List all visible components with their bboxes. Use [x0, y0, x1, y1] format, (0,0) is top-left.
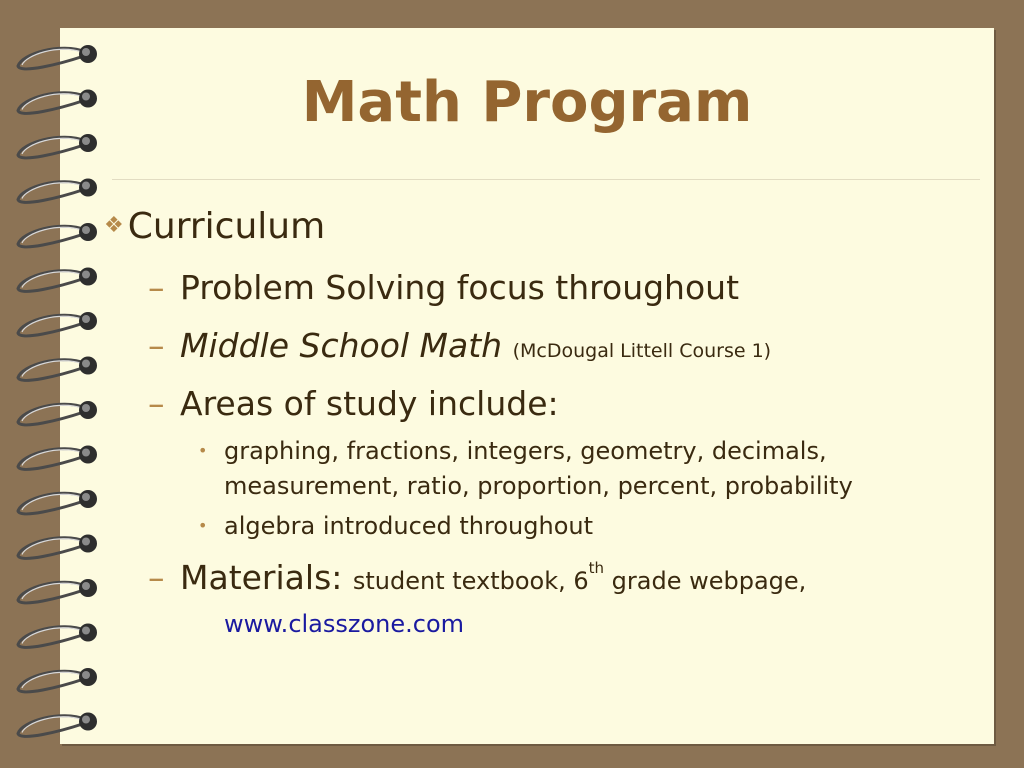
binding-ring	[18, 446, 97, 470]
binding-ring	[18, 179, 97, 203]
slide-title: Math Program	[301, 70, 753, 135]
classzone-link[interactable]: www.classzone.com	[224, 610, 465, 638]
sub-item-topics	[198, 434, 924, 504]
middle-school-note: (McDougal Littell Course 1)	[512, 340, 772, 362]
item-middle-school	[148, 326, 771, 365]
materials-label: Materials:	[180, 558, 343, 597]
dash-marker: –	[148, 384, 165, 423]
item-materials	[148, 558, 806, 597]
item-problem-solving	[148, 268, 739, 307]
problem-solving-text: Problem Solving focus throughout	[180, 268, 740, 307]
binding-ring	[18, 490, 97, 514]
binding-ring	[18, 134, 97, 158]
binding-ring	[18, 268, 97, 292]
binding-ring	[18, 401, 97, 425]
materials-sup: th	[588, 559, 605, 577]
dash-marker: –	[148, 558, 165, 597]
binding-ring	[18, 668, 97, 692]
binding-ring	[18, 45, 97, 69]
item-areas	[148, 384, 559, 423]
dash-marker: –	[148, 268, 165, 307]
dot-marker: •	[198, 441, 208, 460]
binding-ring	[18, 624, 97, 648]
areas-text: Areas of study include:	[180, 384, 559, 423]
diamond-cluster-icon: ❖	[104, 213, 124, 238]
dot-marker: •	[198, 516, 208, 535]
binding-ring	[18, 535, 97, 559]
dash-marker: –	[148, 326, 165, 365]
binding-ring	[18, 223, 97, 247]
binding-ring	[18, 713, 97, 737]
materials-text-a: student textbook, 6	[352, 567, 589, 595]
algebra-text: algebra introduced throughout	[224, 512, 593, 540]
binding-ring	[18, 312, 97, 336]
binding-ring	[18, 357, 97, 381]
binding-ring	[18, 579, 97, 603]
middle-school-text: Middle School Math	[180, 326, 503, 365]
materials-text-b: grade webpage,	[604, 567, 807, 595]
title-divider	[112, 179, 980, 180]
topics-text: graphing, fractions, integers, geometry, decimals, measurement, ratio, proportion, percent, probability	[224, 437, 853, 500]
bullet-curriculum	[104, 206, 325, 247]
sub-item-algebra	[198, 509, 924, 546]
curriculum-label: Curriculum	[127, 206, 326, 247]
